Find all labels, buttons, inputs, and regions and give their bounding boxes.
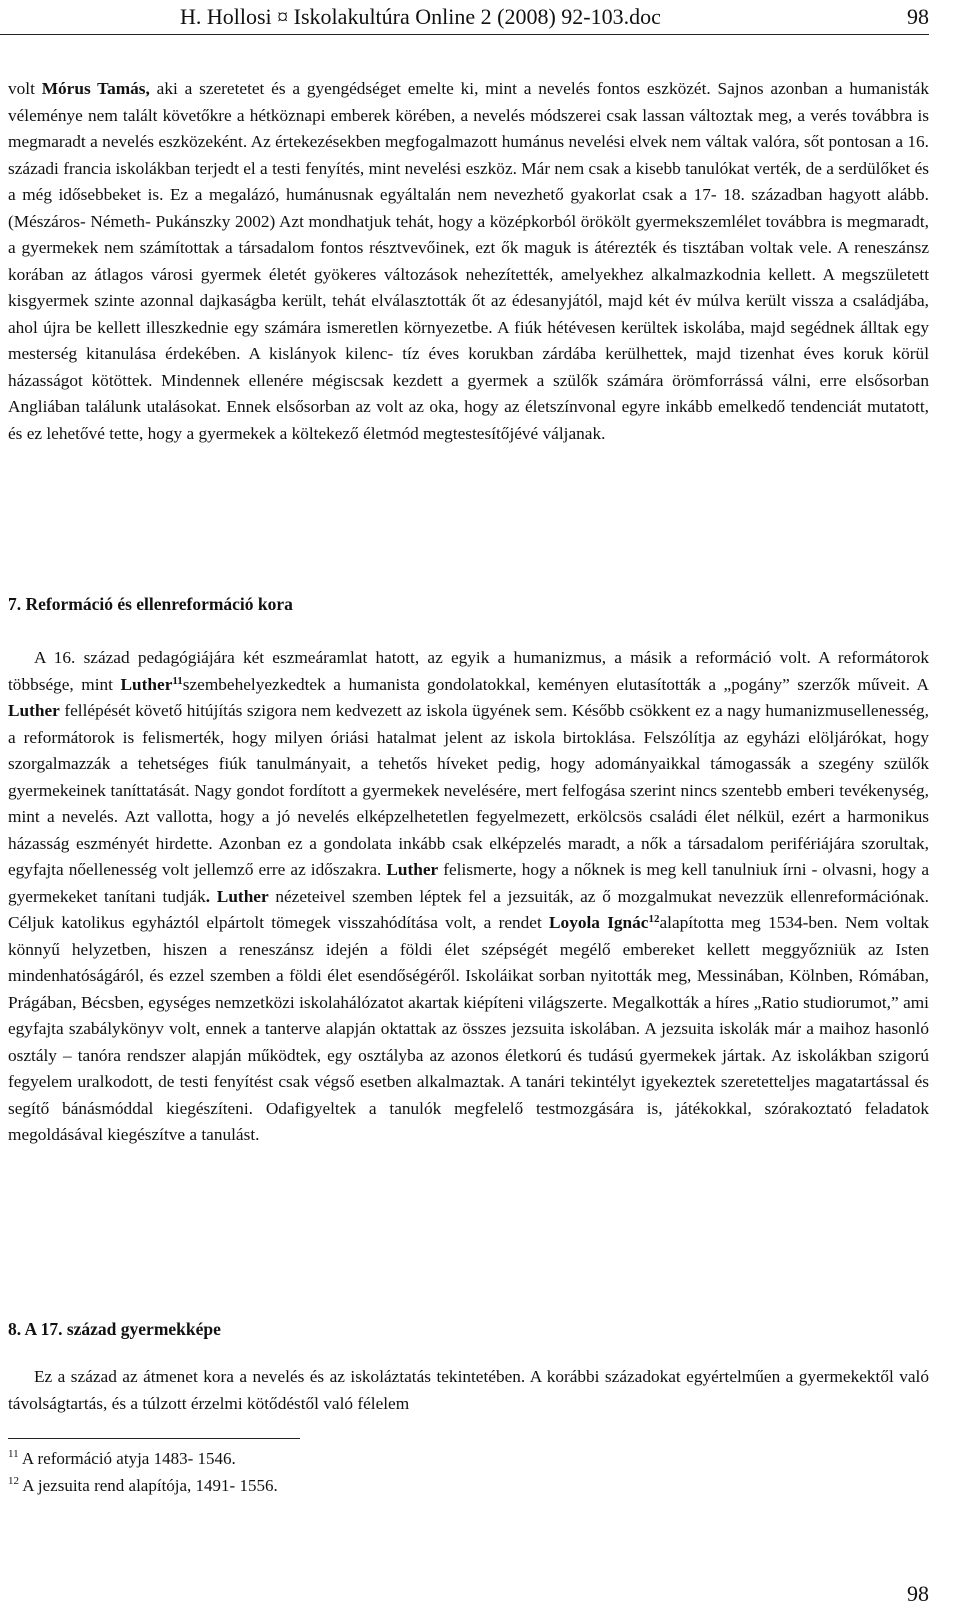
s7-luther-1: Luther xyxy=(120,674,173,694)
s7-loyola: Loyola Ignác xyxy=(549,913,649,932)
s7-text-1: szembehelyezkedtek a humanista gondolatokkal, keményen elutasították a „pogány” szerzők műveit. A xyxy=(182,674,929,694)
s7-luther-3: Luther xyxy=(386,860,439,879)
s7-text-3: felismerte, hogy a nőknek is meg kell tanulniuk írni - olvasni, hogy a gyermekeket tanítani tudják xyxy=(8,860,929,906)
footer-page-number: 98 xyxy=(907,1581,929,1606)
s7-luther-2: Luther xyxy=(8,701,60,720)
s7-text-4: nézeteivel szemben léptek fel a jezsuiták, az ő mozgalmukat nevezzük ellenreformációnak. Céljuk katolikus egyháztól elpártolt tömegek visszahódítása volt, a rendet xyxy=(8,886,929,932)
intro-name-morus: Mórus Tamás, xyxy=(41,79,150,98)
page-header xyxy=(0,2,929,35)
s7-bold-period: . xyxy=(205,886,211,906)
footnote-ref-11[interactable]: 11 xyxy=(172,674,183,687)
section-7-heading: 7. Reformáció és ellenreformáció kora xyxy=(8,594,293,614)
footnote-mark: 11 xyxy=(8,1448,19,1460)
footnote-text: A reformáció atyja 1483- 1546. xyxy=(18,1449,236,1468)
footnote-separator xyxy=(8,1438,300,1439)
footnote-ref-12[interactable]: 12 xyxy=(648,913,660,925)
footnote-12 xyxy=(8,1473,928,1500)
footnotes xyxy=(8,1446,928,1499)
s7-text-2: fellépését követő hitújítás szigora nem kedvezett az iskola ügyének sem. Később csökkent ez a nagy humanizmusellenesség, a reformátorok is felismerték, hogy milyen óriási hatalmat jelent az iskola birtoklása. Felszólítja az egyházi elöljárókat, hogy szorgalmazzák a tehetséges fiúk tanulmányait, a tehetős híveket pedig, hogy adományaikkal támogassák a szegény szülők gyermekeinek taníttatását. Nagy gondot fordított a gyermekek nevelésére, mert felfogása szerint nincs szentebb emberi tevékenység, mint a nevelés. Azt vallotta, hogy a jó nevelés elképzelhetetlen fegyelmezett, erkölcsös családi élet nélkül, ezért a harmonikus házasság eszményét hirdette. Azonban ez a gondolata inkább csak elképzelés maradt, a nők a társadalom perifériájára szorultak, egyfajta nőellenesség volt jellemző erre az időszakra. xyxy=(8,701,929,879)
footnote-mark: 12 xyxy=(8,1474,19,1487)
section-7-paragraph xyxy=(8,645,929,1149)
footnote-text: A jezsuita rend alapítója, 1491- 1556. xyxy=(19,1475,278,1495)
header-page-number: 98 xyxy=(907,4,929,29)
s7-text-0: A 16. század pedagógiájára két eszmeáramlat hatott, az egyik a humanizmus, a másik a reformáció volt. A reformátorok többsége, mint xyxy=(8,648,929,694)
section-8-heading: 8. A 17. század gyermekképe xyxy=(8,1319,221,1339)
s7-text-5: alapította meg 1534-ben. Nem voltak könnyű helyzetben, hiszen a reneszánsz idején a földi élet szépségét megélő embereket kellett meggyőzniük az Isten mindenhatóságáról, és ezzel szemben a földi élet esendőségéről. Iskoláikat sorban nyitották meg, Messinában, Kölnben, Rómában, Prágában, Bécsben, egységes nemzetközi iskolahálózatot akartak kiépíteni világszerte. Megalkották a híres „Ratio studiorumot,” ami egyfajta szabálykönyv volt, ennek a tanterve alapján oktattak az összes jezsuita iskolában. A jezsuita iskolák már a maihoz hasonló osztály – tanóra rendszer alapján működtek, egy osztályba az azonos életkorú és tudású gyermekek jártak. Az iskolákban szigorú fegyelem uralkodott, de testi fenyítést csak végső esetben alkalmaztak. A tanári tekintélyt igyekeztek szeretetteljes magatartással és segítő bánásmóddal kiegészíteni. Odafigyeltek a tanulók megfelelő testmozgására is, játékokkal, szórakoztató feladatok megoldásával kiegészítve a tanulást. xyxy=(8,913,929,1144)
section-8-paragraph: Ez a század az átmenet kora a nevelés és az iskoláztatás tekintetében. A korábbi századokat egyértelműen a gyermekektől való távolságtartás, és a túlzott érzelmi kötődéstől való félelem xyxy=(8,1367,929,1413)
section-7 xyxy=(8,645,929,1149)
footnote-11 xyxy=(8,1446,928,1473)
intro-paragraph xyxy=(8,76,929,447)
intro-section xyxy=(8,76,929,447)
s7-luther-4: Luther xyxy=(216,886,269,906)
document-title: H. Hollosi ¤ Iskolakultúra Online 2 (2008) 92-103.doc xyxy=(180,4,661,29)
intro-text-1: aki a szeretetet és a gyengédséget emelte ki, mint a nevelés fontos eszközét. Sajnos azonban a humanisták véleménye nem talált követőkre a hétköznapi emberek körében, a nevelés módszerei csak lassan változtak meg, a verés továbbra is megmaradt a nevelés eszközeként. Az értekezésekben megfogalmazott humánus nevelési elvek nem váltak valóra, sőt pontosan a 16. századi francia iskolákban terjedt el a testi fenyítés, mint nevelési eszköz. Már nem csak a kisebb tanulókat verték, de a serdülőket és a még idősebbeket is. Ez a megalázó, humánusnak egyáltalán nem nevezhető gyakorlat csak a 17- 18. században hagyott alább. (Mészáros- Németh- Pukánszky 2002) Azt mondhatjuk tehát, hogy a középkorból örökölt gyermekszemlélet továbbra is megmaradt, a gyermekek nem számítottak a társadalom fontos résztvevőinek, ezt ők maguk is átérezték és tisztában voltak vele. A reneszánsz korában az átlagos városi gyermek életét gyökeres változások nehezítették, amelyekhez alkalmazkodnia kellett. A megszületett kisgyermek szinte azonnal dajkaságba került, tehát elválasztották őt az édesanyjától, majd két év múlva került vissza a családjába, ahol újra be kellett illeszkednie egy számára ismeretlen környezetbe. A fiúk hétévesen kerültek iskolába, majd segédnek álltak egy mesterség kitanulása érdekében. A kislányok kilenc- tíz éves korukban zárdába kerülhettek, majd tizenhat éves koruk körül házasságot kötöttek. Mindennek ellenére mégiscsak kezdett a gyermek a szülők számára örömforrássá válni, erre elsősorban Angliában találunk utalásokat. Ennek elsősorban az volt az oka, hogy az életszínvonal egyre inkább emelkedő tendenciát mutatott, és ez lehetővé tette, hogy a gyermekek a költekező életmód megtestesítőjévé váljanak. xyxy=(8,79,929,443)
intro-text-0: volt xyxy=(8,79,42,98)
section-8 xyxy=(8,1364,929,1417)
